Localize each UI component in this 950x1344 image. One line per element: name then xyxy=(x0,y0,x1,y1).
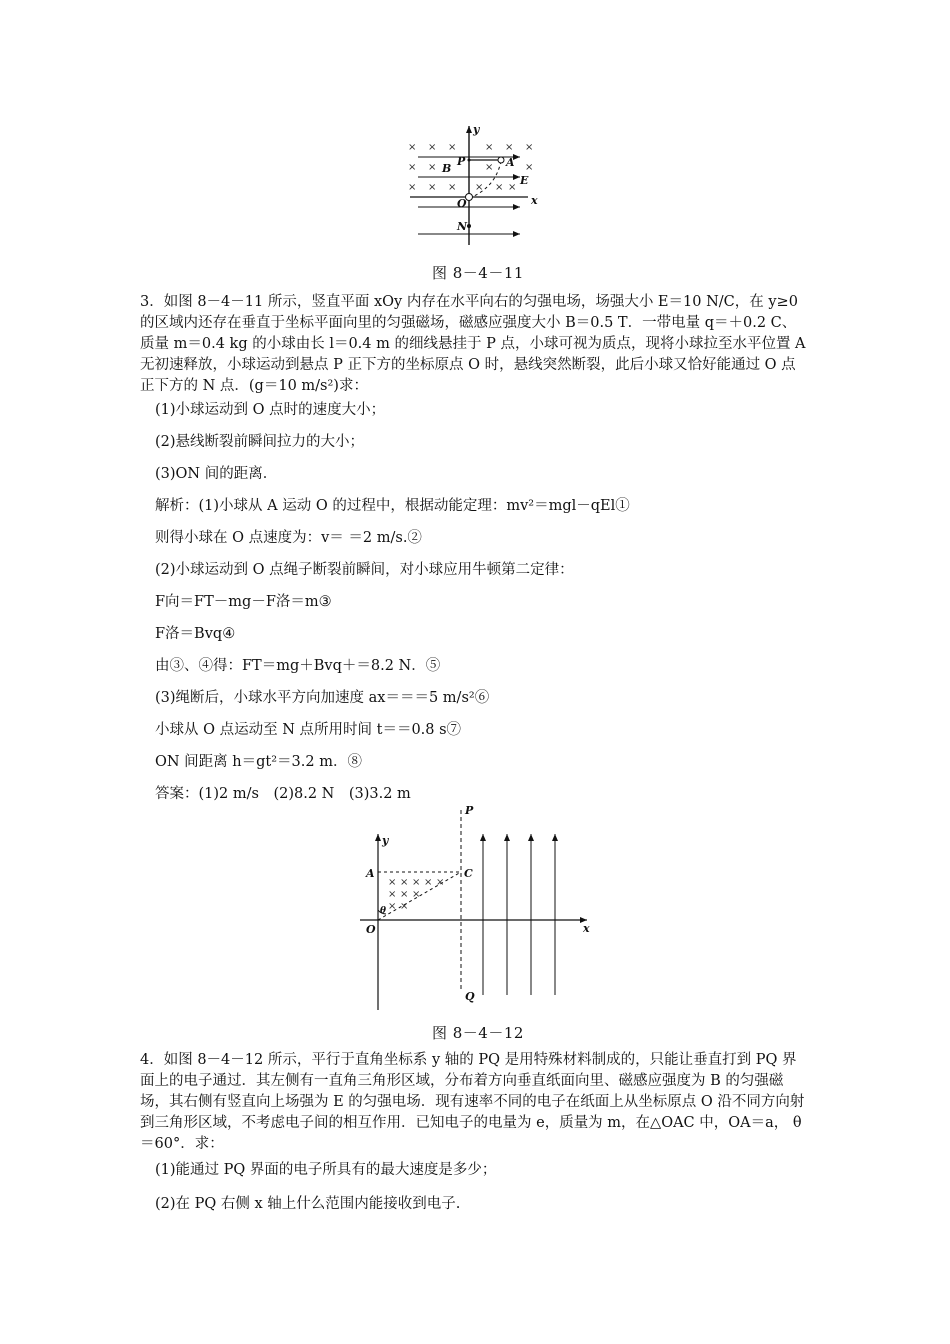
label-y: y xyxy=(382,834,389,847)
svg-text:×: × xyxy=(448,142,457,153)
svg-text:×: × xyxy=(525,162,534,173)
svg-text:×: × xyxy=(388,901,397,912)
svg-text:×: × xyxy=(400,901,409,912)
svg-text:×: × xyxy=(485,162,494,173)
label-C: C xyxy=(464,867,473,880)
solution-line-8: 小球从 O 点运动至 N 点所用时间 t＝＝0.8 s⑦ xyxy=(155,722,462,738)
solution-line-2: 则得小球在 O 点速度为：v＝ ＝2 m/s.② xyxy=(155,530,422,546)
svg-text:×: × xyxy=(412,889,421,900)
label-A: A xyxy=(506,156,515,169)
magnetic-field-crosses xyxy=(388,877,444,912)
label-N: N xyxy=(457,220,468,233)
label-x: x xyxy=(531,194,538,207)
ball-A xyxy=(498,157,504,163)
label-B: B xyxy=(442,162,452,175)
solution-line-5: F洛＝Bvq④ xyxy=(155,626,236,642)
svg-text:×: × xyxy=(475,182,484,193)
label-A: A xyxy=(366,867,375,880)
label-E: E xyxy=(520,174,529,187)
label-P: P xyxy=(457,155,466,168)
point-P xyxy=(468,159,471,162)
magnetic-field-crosses xyxy=(408,142,533,193)
label-P: P xyxy=(465,804,474,817)
svg-text:×: × xyxy=(436,877,445,888)
svg-text:×: × xyxy=(508,182,517,193)
figure-caption-1: 图 8－4－11 xyxy=(432,264,524,282)
problem-4-stem: 4．如图 8－4－12 所示，平行于直角坐标系 y 轴的 PQ 是用特殊材料制成的，只能让垂直打到 PQ 界面上的电子通过．其左侧有一直角三角形区域，分布着方向垂直纸面向里、磁感应强度为 B 的匀强磁场，其右侧有竖直向上场强为 E 的匀强电场．现有速率不同的电子在纸面上从坐标原点 O 沿不同方向射到三角形区域，不考虑电子间的相互作用．已知电子的电量为 e，质量为 m，在△OAC 中，OA＝a， θ＝60°．求： xyxy=(140,1052,805,1152)
solution-line-7: (3)绳断后，小球水平方向加速度 ax＝＝＝5 m/s²⑥ xyxy=(155,690,490,706)
problem-3-stem: 3．如图 8－4－11 所示，竖直平面 xOy 内存在水平向右的匀强电场，场强大小 E＝10 N/C，在 y≥0 的区域内还存在垂直于坐标平面向里的匀强磁场，磁感应强度大小 B＝0.5 T．一带电量 q＝＋0.2 C、质量 m＝0.4 kg 的小球由长 l＝0.4 m 的细线悬挂于 P 点，小球可视为质点，现将小球拉至水平位置 A 无初速释放，小球运动到悬点 P 正下方的坐标原点 O 时，悬线突然断裂，此后小球又恰好能通过 O 点正下方的 N 点．(g＝10 m/s²)求： xyxy=(140,294,806,394)
svg-text:×: × xyxy=(525,142,534,153)
problem-4-question-1: (1)能通过 PQ 界面的电子所具有的最大速度是多少； xyxy=(155,1162,497,1178)
svg-text:×: × xyxy=(388,889,397,900)
svg-text:×: × xyxy=(505,142,514,153)
label-O: O xyxy=(457,197,467,210)
solution-line-6: 由③、④得：FT＝mg＋Bvq＋＝8.2 N．⑤ xyxy=(155,658,441,674)
problem-3-question-2: (2)悬线断裂前瞬间拉力的大小； xyxy=(155,434,365,450)
svg-text:×: × xyxy=(400,889,409,900)
problem-3-question-3: (3)ON 间的距离． xyxy=(155,466,278,482)
solution-line-3: (2)小球运动到 O 点绳子断裂前瞬间，对小球应用牛顿第二定律： xyxy=(155,562,574,578)
svg-text:×: × xyxy=(485,142,494,153)
svg-text:×: × xyxy=(448,182,457,193)
solution-line-4: F向＝FT－mg－F洛＝m③ xyxy=(155,594,332,610)
svg-text:×: × xyxy=(388,877,397,888)
svg-text:×: × xyxy=(424,877,433,888)
answer-line: 答案：(1)2 m/s (2)8.2 N (3)3.2 m xyxy=(155,786,411,802)
svg-text:×: × xyxy=(400,877,409,888)
solution-line-1: 解析：(1)小球从 A 运动 O 的过程中，根据动能定理：mv²＝mgl－qEl① xyxy=(155,498,630,514)
label-O: O xyxy=(366,923,376,936)
problem-3-question-1: (1)小球运动到 O 点时的速度大小； xyxy=(155,402,386,418)
svg-text:×: × xyxy=(428,182,437,193)
label-theta: θ xyxy=(380,906,387,916)
svg-text:×: × xyxy=(412,877,421,888)
label-x: x xyxy=(583,922,590,935)
solution-line-9: ON 间距离 h＝gt²＝3.2 m．⑧ xyxy=(155,754,362,770)
svg-text:×: × xyxy=(428,142,437,153)
label-y: y xyxy=(473,123,480,136)
label-Q: Q xyxy=(465,990,475,1003)
figure-caption-2: 图 8－4－12 xyxy=(432,1024,524,1042)
svg-text:×: × xyxy=(495,182,504,193)
problem-4-question-2: (2)在 PQ 右侧 x 轴上什么范围内能接收到电子. xyxy=(155,1196,461,1212)
svg-text:×: × xyxy=(428,162,437,173)
figure-8-4-12 xyxy=(355,800,605,1015)
figure-8-4-11 xyxy=(400,120,550,250)
point-N xyxy=(467,224,471,228)
svg-text:×: × xyxy=(408,162,417,173)
svg-text:×: × xyxy=(408,142,417,153)
svg-text:×: × xyxy=(408,182,417,193)
electric-field-lines xyxy=(483,834,555,995)
